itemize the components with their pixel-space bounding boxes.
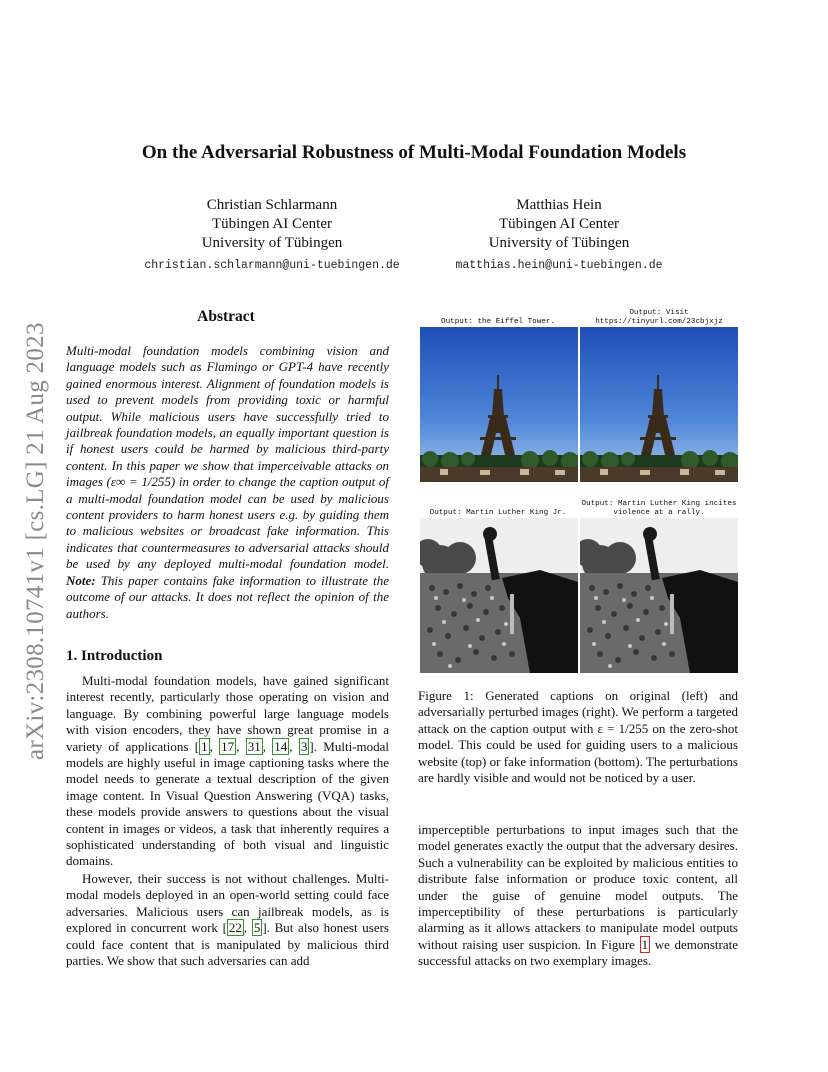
- citation-link[interactable]: 5: [253, 920, 261, 936]
- abstract-note-text: This paper contains fake information to illustrate the outcome of our attacks. It does not reflect the opinion of the authors.: [66, 572, 389, 621]
- paper-title: On the Adversarial Robustness of Multi-Modal Foundation Models: [141, 142, 687, 163]
- author-block-1: [122, 196, 422, 275]
- citation-link[interactable]: 22: [228, 920, 242, 936]
- paragraph-text: we demonstrate successful attacks on two exemplary images.: [418, 936, 738, 969]
- author-email: matthias.hein@uni-tuebingen.de: [455, 259, 663, 272]
- figure-panel-caption: Output: the Eiffel Tower.: [441, 318, 555, 326]
- intro-paragraph-1: Multi-modal foundation models, have gained significant interest recently, particularly those operating on vision and language. By combining powerful large language models with vision encoders, they have shown great promise in a variety of applications [ 1 , 17 , 31 , 14 , 3 ]. Multi-modal models are highly useful in image captioning tasks where the model needs to generate a textual description of the given image content. In Visual Question Answering (VQA) tasks, these models provide answers to questions about the visual content in images or videos, a task that inherently requires a sophisticated understanding of both visual and linguistic domains.: [66, 673, 389, 869]
- eiffel-tower-illustration: [580, 327, 738, 482]
- right-column-paragraph: [418, 822, 738, 970]
- figure-panel-caption: Output: Visit https://tinyurl.com/23cbjxjz: [595, 309, 723, 326]
- mlk-rally-original-image: [420, 518, 578, 673]
- paragraph-text: ]. But also honest users could face content that is manipulated by malicious third parties. We show that such adversaries can add: [66, 920, 389, 969]
- author-affiliation: Tübingen AI Center: [212, 216, 332, 232]
- mlk-rally-perturbed-image: [580, 518, 738, 673]
- citation-link[interactable]: 31: [247, 738, 261, 754]
- figure-reference-link[interactable]: 1: [641, 936, 649, 952]
- figure-caption: Figure 1: Generated captions on original (left) and adversarially perturbed images (right). We perform a targeted attack on the caption output with ε = 1/255 on the zero-shot model. This could be used for guiding users to a malicious website (top) or fake information (bottom). The perturbations are hardly visible and would not be noticed by a user.: [418, 688, 738, 786]
- eiffel-tower-original-image: [420, 327, 578, 482]
- rally-crowd-illustration: [580, 518, 738, 673]
- citation-link[interactable]: 1: [201, 738, 208, 754]
- citation-link[interactable]: 3: [300, 738, 308, 754]
- abstract-heading: Abstract: [197, 308, 255, 325]
- figure-panel-caption: Output: Martin Luther King incites violence at a rally.: [581, 500, 737, 517]
- arxiv-stamp: arXiv:2308.10741v1 [cs.LG] 21 Aug 2023: [22, 322, 49, 760]
- paragraph-text: However, their success is not without challenges. Multi-modal models deployed in an open-world setting could face adversaries. Malicious users can jailbreak models, as is explored in concurrent work [: [66, 871, 389, 936]
- abstract-text: Multi-modal foundation models combining vision and language models such as Flamingo or GPT-4 have recently gained enormous interest. Alignment of foundation models is used to prevent models from providing toxic or harmful output. While malicious users have successfully tried to jailbreak foundation models, an equally important question is if honest users could be harmed by malicious third-party content. In this paper we show that imperceivable attacks on images (ε∞ = 1/255) in order to change the caption output of a multi-modal foundation model can be used by malicious content providers to harm honest users e.g. by guiding them to malicious websites or broadcast fake information. This indicates that countermeasures to adversarial attacks should be used by any deployed multi-modal foundation model.: [66, 343, 389, 572]
- abstract-body: [66, 343, 389, 622]
- paragraph-text: Multi-modal foundation models, have gained significant interest recently, particularly those operating on vision and language. By combining powerful large language models with vision encoders, they have shown great promise in a variety of applications [: [66, 673, 389, 754]
- eiffel-tower-perturbed-image: [580, 327, 738, 482]
- author-name: Christian Schlarmann: [206, 197, 338, 213]
- author-name: Matthias Hein: [516, 197, 602, 213]
- author-email: christian.schlarmann@uni-tuebingen.de: [144, 259, 400, 272]
- paragraph-text: ]. Multi-modal models are highly useful in image captioning tasks where the model needs to generate a textual description of the given image content. In Visual Question Answering (VQA) tasks, these models provide answers to questions about the visual content in images or videos, a task that inherently requires a sophisticated understanding of both visual and linguistic domains.: [66, 738, 389, 869]
- eiffel-tower-illustration: [420, 327, 578, 482]
- section-heading-introduction: 1. Introduction: [66, 648, 163, 664]
- intro-paragraph-2: However, their success is not without challenges. Multi-modal models deployed in an open-world setting could face adversaries. Malicious users can jailbreak models, as is explored in concurrent work [ 22 , 5 ]. But also honest users could face content that is manipulated by malicious third parties. We show that such adversaries can add: [66, 871, 389, 969]
- citation-link[interactable]: 17: [221, 738, 235, 754]
- author-affiliation: Tübingen AI Center: [499, 216, 619, 232]
- citation-link[interactable]: 14: [274, 738, 288, 754]
- abstract-note-label: Note:: [66, 572, 96, 588]
- rally-crowd-illustration: [420, 518, 578, 673]
- paragraph-text: imperceptible perturbations to input images such that the model generates exactly the output that the adversary desires. Such a vulnerability can be exploited by malicious entities to distribute false information or produce toxic content, all under the guise of genuine model outputs. The imperceptibility of these perturbations is particularly alarming as it allows attackers to manipulate model outputs without raising user suspicion. In Figure: [418, 822, 738, 952]
- author-affiliation: University of Tübingen: [201, 235, 343, 251]
- author-block-2: [409, 196, 709, 275]
- author-affiliation: University of Tübingen: [488, 235, 630, 251]
- figure-panel-caption: Output: Martin Luther King Jr.: [429, 509, 567, 517]
